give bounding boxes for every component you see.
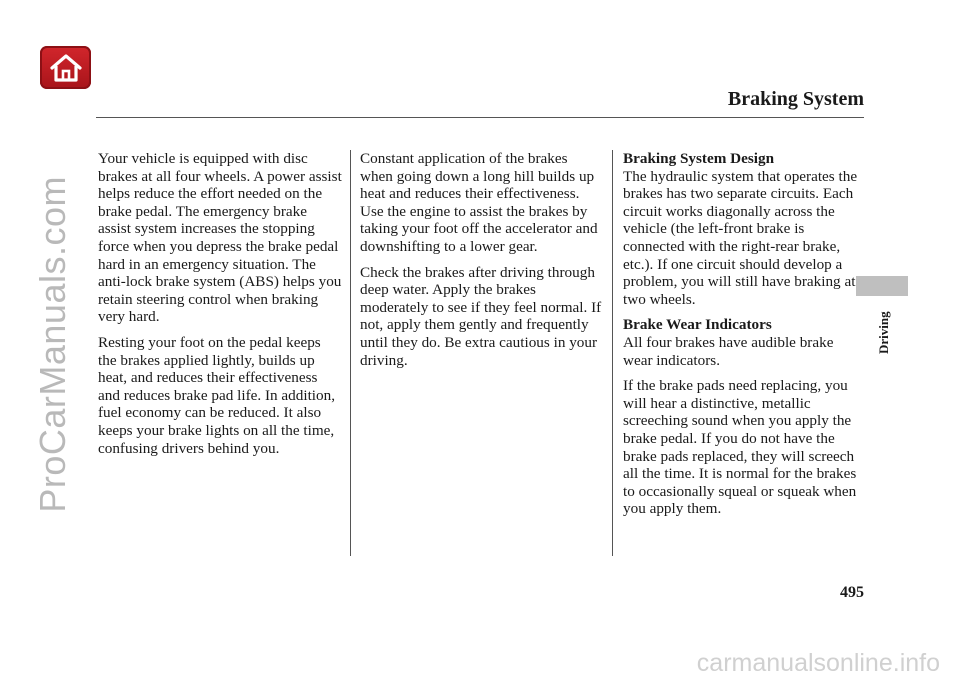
paragraph: The hydraulic system that operates the brakes has two separate circuits. Each circuit works diagonally across the vehicle (the left-front brake is connected with the right-rear brake, etc.). If one circuit should develop a problem, you will still have braking at two wheels. xyxy=(623,167,858,308)
paragraph: Your vehicle is equipped with disc brakes at all four wheels. A power assist helps reduce the effort needed on the brake pedal. The emergency brake assist system increases the stopping force when you depress the brake pedal hard in an emergency situation. The anti-lock brake system (ABS) helps you retain steering control when braking very hard. xyxy=(98,150,342,326)
paragraph: If the brake pads need replacing, you will hear a distinctive, metallic screeching sound when you apply the brake pedal. If you do not have the brake pads replaced, they will screech all the time. It is normal for the brakes to occasionally squeal or squeak when you apply them. xyxy=(623,377,857,518)
title-divider xyxy=(96,117,864,118)
side-watermark-text: ProCarManuals.com xyxy=(32,175,73,513)
paragraph: Constant application of the brakes when going down a long hill builds up heat and reduces their effectiveness. Use the engine to assist the brakes by taking your foot off the accelerator and downshifting to a lower gear. xyxy=(360,150,598,255)
side-watermark xyxy=(0,0,80,688)
text-column-1 xyxy=(98,150,342,465)
column-divider xyxy=(350,150,351,556)
section-tab-marker[interactable] xyxy=(856,276,908,296)
subheading-wear: Brake Wear Indicators xyxy=(623,316,772,334)
paragraph: Check the brakes after driving through deep water. Apply the brakes moderately to see if they feel normal. If not, apply them gently and frequently until they do. Be extra cautious in your driving. xyxy=(360,263,602,369)
text-column-2 xyxy=(360,150,604,377)
paragraph: Resting your foot on the pedal keeps the brakes applied lightly, builds up heat, and reduces their effectiveness and reduces brake pad life. In addition, fuel economy can be reduced. It also keeps your brake lights on all the time, confusing drivers behind you. xyxy=(98,333,336,457)
paragraph: All four brakes have audible brake wear indicators. xyxy=(623,333,834,369)
page-title: Braking System xyxy=(727,88,864,110)
text-column-3 xyxy=(623,150,865,526)
subheading-design: Braking System Design xyxy=(623,150,775,167)
column-divider xyxy=(612,150,613,556)
page-number: 495 xyxy=(840,584,864,601)
section-tab-label[interactable]: Driving xyxy=(876,311,891,355)
bottom-watermark: carmanualsonline.info xyxy=(696,649,940,677)
